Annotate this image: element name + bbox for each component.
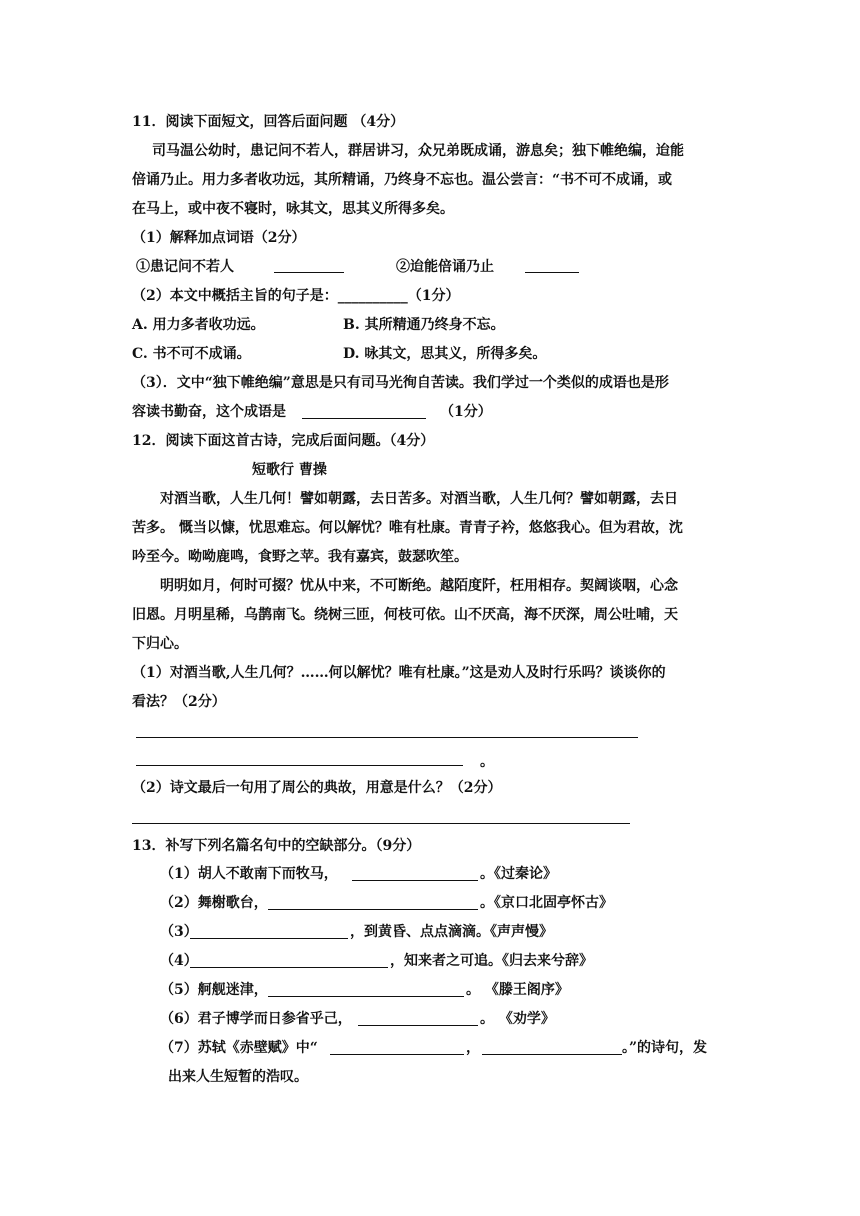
q12-sub2: （2）诗文最后一句用了周公的典故，用意是什么？（2分） bbox=[132, 780, 502, 796]
q13-item5-post: 。 《滕王阁序》 bbox=[466, 982, 569, 998]
q13-item7-blank-1[interactable] bbox=[330, 1054, 464, 1055]
q11-item2: ②迨能倍诵乃止 bbox=[396, 259, 494, 275]
q12-poem-line-3: 吟至今。呦呦鹿鸣，食野之苹。我有嘉宾，鼓瑟吹笙。 bbox=[132, 549, 468, 565]
q11-passage-line-2: 倍诵乃止。用力多者收功远，其所精诵，乃终身不忘也。温公尝言：“书不可不成诵，或 bbox=[132, 172, 673, 188]
q11-sub2: （2）本文中概括主旨的句子是：__________（1分） bbox=[132, 288, 460, 304]
q13-item3-pre: （3） bbox=[160, 924, 198, 940]
q12-poem-line-2: 苦多。 慨当以慷，忧思难忘。何以解忧？唯有杜康。青青子衿，悠悠我心。但为君故，沈 bbox=[132, 520, 683, 536]
q12-poem-title: 短歌行 曹操 bbox=[252, 462, 327, 478]
q13-item2-blank[interactable] bbox=[268, 909, 478, 910]
q13-item7-pre: （7）苏轼《赤壁赋》中“ bbox=[160, 1040, 318, 1056]
q13-item1-pre: （1）胡人不敢南下而牧马， bbox=[160, 866, 338, 882]
q13-item2-pre: （2）舞榭歌台， bbox=[160, 895, 268, 911]
q13-item7-blank-2[interactable] bbox=[482, 1054, 622, 1055]
q13-item7-comma: ， bbox=[466, 1040, 480, 1056]
q12-poem-line-6: 下归心。 bbox=[132, 636, 188, 652]
q12-sub1-period: 。 bbox=[480, 754, 494, 770]
q13-item7-post: 。”的诗句，发 bbox=[622, 1040, 708, 1056]
q12-poem-line-1: 对酒当歌，人生几何！譬如朝露，去日苦多。对酒当歌，人生几何？譬如朝露，去日 bbox=[160, 491, 678, 507]
q13-item5-blank[interactable] bbox=[268, 996, 464, 997]
q12-sub1-answer-line-2[interactable] bbox=[136, 765, 463, 766]
q12-poem-line-5: 旧恩。月明星稀，乌鹊南飞。绕树三匝，何枝可依。山不厌高，海不厌深，周公吐哺，天 bbox=[132, 607, 678, 623]
q12-sub1-answer-line-1[interactable] bbox=[136, 737, 638, 738]
q13-item4-pre: （4） bbox=[160, 953, 198, 969]
q12-header: 12．阅读下面这首古诗，完成后面问题。（4分） bbox=[132, 433, 435, 449]
q11-passage-line-3: 在马上，或中夜不寝时，咏其文，思其义所得多矣。 bbox=[132, 201, 454, 217]
q11-sub3-blank[interactable] bbox=[302, 418, 426, 419]
q11-option-c: C. 书不可不成诵。 bbox=[132, 346, 251, 362]
q11-sub1: （1）解释加点词语（2分） bbox=[132, 230, 306, 246]
q13-item3-post: ，到黄昏、点点滴滴。《声声慢》 bbox=[350, 924, 553, 940]
q12-sub1-line-1: （1）对酒当歌,人生几何？……何以解忧？唯有杜康。”这是劝人及时行乐吗？谈谈你的 bbox=[132, 665, 666, 681]
q11-header: 11．阅读下面短文，回答后面问题 （4分） bbox=[132, 114, 405, 130]
q13-item4-blank[interactable] bbox=[190, 967, 388, 968]
q13-item2-post: 。《京口北固亭怀古》 bbox=[480, 895, 613, 911]
q11-passage-line-1: 司马温公幼时，患记问不若人，群居讲习，众兄弟既成诵，游息矣；独下帷绝编，迨能 bbox=[152, 143, 684, 159]
q11-sub3-line-2: 容读书勤奋，这个成语是 bbox=[132, 404, 286, 420]
q11-option-a: A. 用力多者收功远。 bbox=[132, 317, 265, 333]
q13-item3-blank[interactable] bbox=[190, 938, 348, 939]
q13-item6-post: 。 《劝学》 bbox=[480, 1011, 555, 1027]
q12-sub1-line-2: 看法？（2分） bbox=[132, 694, 226, 710]
q11-item2-blank[interactable] bbox=[525, 272, 579, 273]
q13-item4-post: ，知来者之可追。《归去来兮辞》 bbox=[390, 953, 593, 969]
q13-item5-pre: （5）舸舰迷津， bbox=[160, 982, 268, 998]
q11-option-b: B. 其所精通乃终身不忘。 bbox=[343, 317, 505, 333]
q11-item1-blank[interactable] bbox=[274, 272, 344, 273]
q13-item1-post: 。《过秦论》 bbox=[480, 866, 557, 882]
q11-item1: ①患记问不若人 bbox=[136, 259, 234, 275]
q13-header: 13．补写下列名篇名句中的空缺部分。（9分） bbox=[132, 838, 421, 854]
q13-item1-blank[interactable] bbox=[352, 880, 478, 881]
q13-item6-pre: （6）君子博学而日参省乎己， bbox=[160, 1011, 352, 1027]
q13-item7-line-2: 出来人生短暂的浩叹。 bbox=[168, 1069, 308, 1085]
q11-option-d: D. 咏其文，思其义，所得多矣。 bbox=[343, 346, 547, 362]
q12-sub2-answer-line[interactable] bbox=[132, 823, 630, 824]
q11-sub3-score: （1分） bbox=[440, 404, 492, 420]
q11-sub3-line-1: （3）．文中“独下帷绝编”意思是只有司马光徇自苦读。我们学过一个类似的成语也是形 bbox=[132, 375, 669, 391]
q12-poem-line-4: 明明如月，何时可掇？忧从中来，不可断绝。越陌度阡，枉用相存。契阔谈咽，心念 bbox=[160, 578, 678, 594]
q13-item6-blank[interactable] bbox=[358, 1025, 478, 1026]
